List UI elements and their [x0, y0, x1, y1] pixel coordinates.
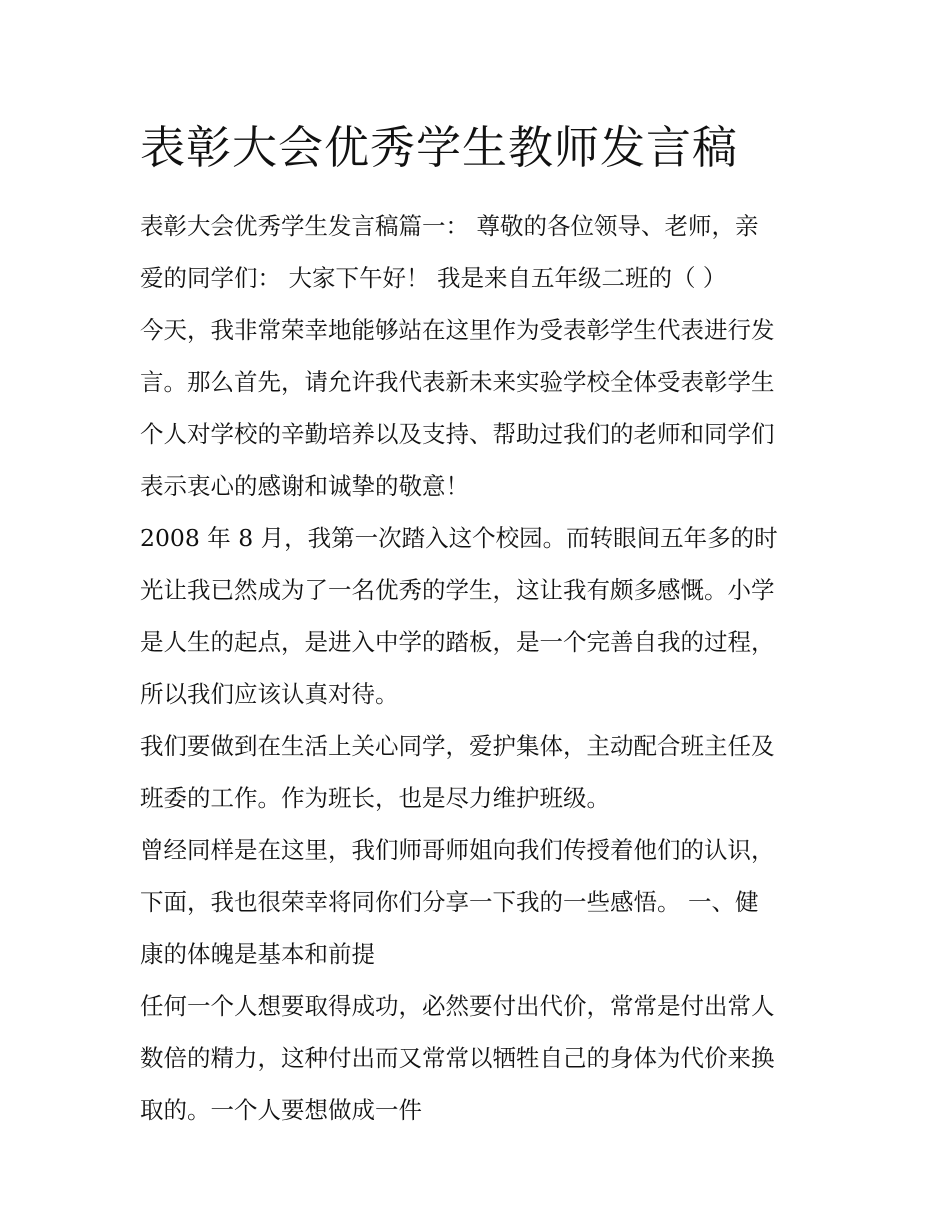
- text-line-5: 个人对学校的辛勤培养以及支持、帮助过我们的老师和同学们: [140, 420, 775, 448]
- text-line-12: 班委的工作。作为班长，也是尽力维护班级。: [140, 784, 610, 812]
- text-line-11: 我们要做到在生活上关心同学，爱护集体，主动配合班主任及: [140, 732, 775, 760]
- text-line-2: 爱的同学们： 大家下午好！ 我是来自五年级二班的（ ）: [140, 264, 727, 292]
- text-line-7: 2008 年 8 月，我第一次踏入这个校园。而转眼间五年多的时: [140, 524, 778, 552]
- text-line-18: 取的。一个人要想做成一件: [140, 1096, 422, 1124]
- text-line-17: 数倍的精力，这种付出而又常常以牺牲自己的身体为代价来换: [140, 1044, 775, 1072]
- document-title: 表彰大会优秀学生教师发言稿: [140, 121, 739, 174]
- text-line-15: 康的体魄是基本和前提: [140, 940, 375, 968]
- text-line-10: 所以我们应该认真对待。: [140, 680, 399, 708]
- text-line-9: 是人生的起点，是进入中学的踏板，是一个完善自我的过程，: [140, 628, 775, 656]
- text-line-14: 下面，我也很荣幸将同你们分享一下我的一些感悟。 一、健: [140, 888, 759, 916]
- text-line-1: 表彰大会优秀学生发言稿篇一： 尊敬的各位领导、老师，亲: [140, 212, 759, 240]
- text-line-13: 曾经同样是在这里，我们师哥师姐向我们传授着他们的认识，: [140, 836, 775, 864]
- text-line-8: 光让我已然成为了一名优秀的学生，这让我有颇多感慨。小学: [140, 576, 775, 604]
- text-line-16: 任何一个人想要取得成功，必然要付出代价，常常是付出常人: [140, 992, 775, 1020]
- text-line-3: 今天，我非常荣幸地能够站在这里作为受表彰学生代表进行发: [140, 316, 775, 344]
- text-line-6: 表示衷心的感谢和诚挚的敬意！: [140, 472, 469, 500]
- text-line-4: 言。那么首先，请允许我代表新未来实验学校全体受表彰学生: [140, 368, 775, 396]
- document-body: [140, 200, 830, 1136]
